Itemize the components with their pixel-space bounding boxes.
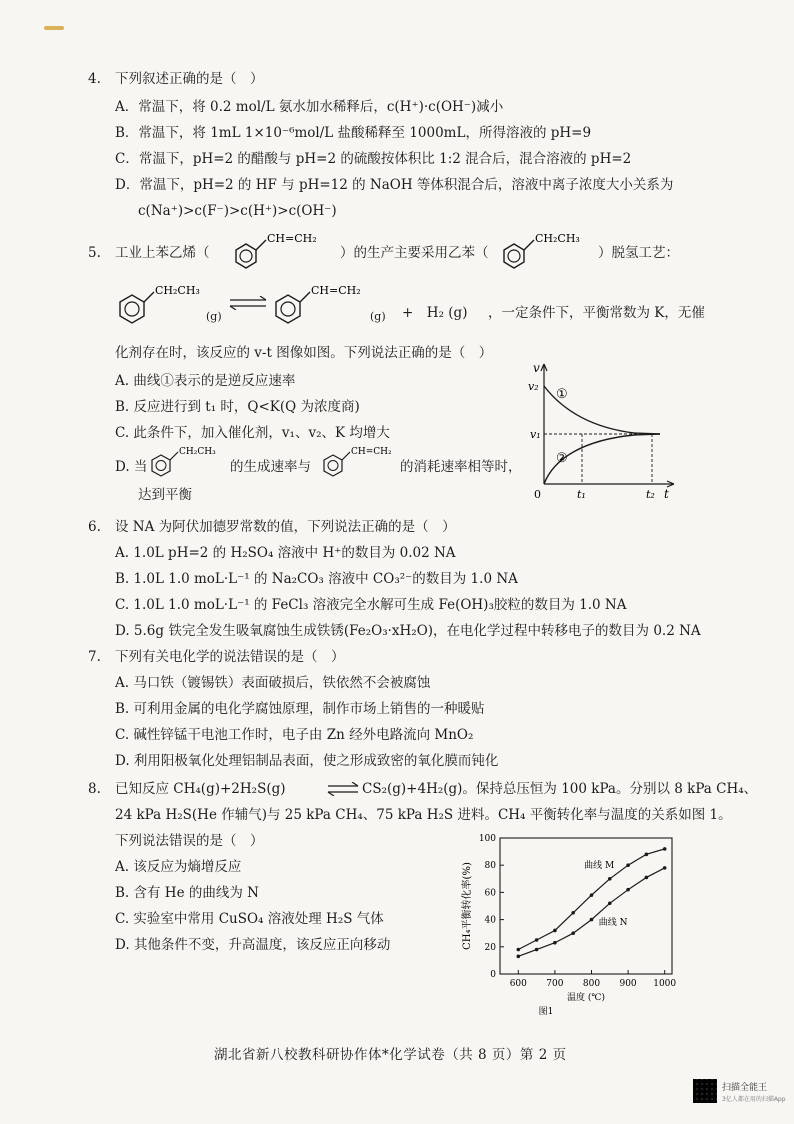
q6-option-d: D. 5.6g 铁完全发生吸氧腐蚀生成铁锈(Fe₂O₃·xH₂O)，在电化学过程中转移电子的数目为 0.2 NA [115, 623, 701, 639]
q4-stem: 下列叙述正确的是（ ） [115, 71, 264, 87]
conversion-chart [456, 828, 686, 1018]
ethylbenzene-substituent: CH₂CH₃ [535, 232, 580, 245]
y-tick-label: 20 [484, 942, 496, 953]
page-footer: 湖北省新八校教科研协作体*化学试卷（共 8 页）第 2 页 [214, 1047, 567, 1063]
q5-stem-line2: 化剂存在时，该反应的 v-t 图像如图。下列说法正确的是（ ） [115, 345, 493, 361]
q7-option-c: C. 碱性锌锰干电池工作时，电子由 Zn 经外电路流向 MnO₂ [115, 727, 474, 743]
q5-number: 5. [88, 245, 101, 261]
series-point [608, 901, 612, 905]
q8-question: 下列说法错误的是（ ） [115, 833, 264, 849]
series-point [663, 847, 667, 851]
y-tick-label: 40 [484, 915, 496, 926]
option-d-styrene [318, 444, 402, 484]
q8-stem-part2: CS₂(g)+4H₂(g)。保持总压恒为 100 kPa。分别以 8 kPa CH₄、 [362, 781, 758, 797]
chart-x-axis-label: 温度 (℃) [567, 993, 605, 1003]
series-point [516, 955, 520, 959]
series-line-1 [518, 868, 664, 956]
series-point [590, 918, 594, 922]
series-point [571, 931, 575, 935]
q5-stem-part1: 工业上苯乙烯（ [115, 245, 210, 261]
q5-stem-part3: ）脱氢工艺： [598, 245, 679, 261]
q5-option-a: A. 曲线①表示的是逆反应速率 [115, 373, 296, 389]
series-point [626, 863, 630, 867]
q8-option-d: D. 其他条件不变，升高温度，该反应正向移动 [115, 937, 391, 953]
q5-option-d-cont: 达到平衡 [138, 487, 192, 503]
series-point [663, 866, 667, 870]
series-label-n: 曲线 N [598, 918, 628, 929]
q4-option-c: C．常温下，pH=2 的醋酸与 pH=2 的硫酸按体积比 1:2 混合后，混合溶液的 pH=2 [115, 151, 632, 167]
graph-y-label: v [533, 361, 540, 375]
curve-2-label: ② [556, 451, 568, 466]
graph-t2-label: t₂ [646, 488, 655, 501]
q5-option-d: D. 当 [115, 459, 148, 475]
q4-option-b: B．常温下，将 1mL 1×10⁻⁶mol/L 盐酸稀释至 1000mL，所得溶液的 pH=9 [115, 125, 592, 141]
q8-stem-part1: 已知反应 CH₄(g)+2H₂S(g) [115, 781, 286, 797]
product-substituent: CH=CH₂ [311, 284, 361, 297]
q7-stem: 下列有关电化学的说法错误的是（ ） [115, 649, 345, 665]
styrene-substituent: CH=CH₂ [267, 232, 317, 245]
scanner-subtitle: 3亿人都在用的扫描App [722, 1096, 786, 1103]
product-state: (g) [370, 310, 386, 323]
q8-option-b: B. 含有 He 的曲线为 N [115, 885, 259, 901]
vt-graph [524, 358, 684, 504]
x-tick-label: 700 [546, 979, 564, 989]
q8-option-a: A. 该反应为熵增反应 [115, 859, 242, 875]
q7-option-a: A. 马口铁（镀锡铁）表面破损后，铁依然不会被腐蚀 [115, 675, 431, 691]
series-point [608, 877, 612, 881]
q7-option-d: D. 利用阳极氧化处理铝制品表面，使之形成致密的氧化膜而钝化 [115, 753, 499, 769]
graph-v2-label: v₂ [528, 380, 539, 393]
series-point [571, 911, 575, 915]
q7-number: 7. [88, 649, 101, 665]
q6-stem: 设 NA 为阿伏加德罗常数的值，下列说法正确的是（ ） [115, 519, 456, 535]
highlight-mark [44, 26, 64, 30]
y-tick-label: 0 [490, 970, 496, 980]
q8-stem-line2: 24 kPa H₂S(He 作辅气)与 25 kPa CH₄、75 kPa H₂S 进料。CH₄ 平衡转化率与温度的关系如图 1。 [115, 807, 732, 823]
scanner-watermark: 扫描全能王 [722, 1083, 768, 1093]
q6-option-b: B. 1.0L 1.0 moL·L⁻¹ 的 Na₂CO₃ 溶液中 CO₃²⁻的数目为 1.0 NA [115, 571, 518, 587]
q8-option-c: C. 实验室中常用 CuSO₄ 溶液处理 H₂S 气体 [115, 911, 384, 927]
y-tick-label: 60 [484, 888, 496, 899]
series-point [553, 941, 557, 945]
x-tick-label: 600 [509, 979, 527, 989]
q8-equilibrium-arrow [326, 782, 360, 796]
q4-option-d-cont: c(Na⁺)>c(F⁻)>c(H⁺)>c(OH⁻) [138, 203, 337, 219]
series-point [516, 948, 520, 952]
hydrogen-product: + H₂ (g) [402, 305, 468, 321]
q4-number: 4. [88, 71, 101, 87]
q5-equation-tail: ，一定条件下，平衡常数为 K，无催 [488, 305, 705, 321]
option-d-ethyl-sub: CH₂CH₃ [179, 447, 216, 457]
series-point [553, 929, 557, 933]
q5-option-c: C. 此条件下，加入催化剂，v₁、v₂、K 均增大 [115, 425, 390, 441]
series-point [645, 853, 649, 857]
graph-origin: 0 [534, 488, 541, 501]
chart-y-axis-label: CH₄平衡转化率(%) [462, 862, 473, 950]
graph-t1-label: t₁ [577, 488, 586, 501]
q4-option-a: A．常温下，将 0.2 mol/L 氨水加水稀释后，c(H⁺)·c(OH⁻)减小 [115, 99, 504, 115]
y-tick-label: 100 [478, 834, 496, 844]
reactant-ethylbenzene [112, 280, 212, 332]
reactant-substituent: CH₂CH₃ [155, 284, 200, 297]
q7-option-b: B. 可利用金属的电化学腐蚀原理，制作市场上销售的一种暖贴 [115, 701, 485, 717]
chart-title: 图1 [538, 1007, 554, 1017]
q6-option-c: C. 1.0L 1.0 moL·L⁻¹ 的 FeCl₃ 溶液完全水解可生成 Fe(OH)₃胶粒的数目为 1.0 NA [115, 597, 627, 613]
qr-code-icon [693, 1079, 717, 1103]
product-styrene [268, 280, 373, 332]
ethylbenzene-structure [490, 222, 600, 274]
series-point [645, 876, 649, 880]
series-point [535, 948, 539, 952]
series-point [535, 938, 539, 942]
x-tick-label: 900 [619, 979, 637, 989]
equilibrium-arrow [228, 296, 268, 310]
styrene-structure [222, 222, 332, 274]
q5-option-d-post: 的消耗速率相等时， [400, 459, 522, 475]
x-tick-label: 1000 [653, 979, 677, 989]
q6-number: 6. [88, 519, 101, 535]
series-point [590, 893, 594, 897]
q5-stem-part2: ）的生产主要采用乙苯（ [340, 245, 489, 261]
q6-option-a: A. 1.0L pH=2 的 H₂SO₄ 溶液中 H⁺的数目为 0.02 NA [115, 545, 456, 561]
x-tick-label: 800 [582, 979, 601, 989]
graph-v1-label: v₁ [530, 428, 541, 441]
y-tick-label: 80 [484, 861, 496, 872]
q5-option-b: B. 反应进行到 t₁ 时，Q<K(Q 为浓度商) [115, 399, 360, 415]
q8-number: 8. [88, 781, 101, 797]
reactant-state: (g) [206, 310, 222, 323]
q4-option-d: D．常温下，pH=2 的 HF 与 pH=12 的 NaOH 等体积混合后，溶液中离子浓度大小关系为 [115, 177, 674, 193]
q5-option-d-mid: 的生成速率与 [230, 459, 311, 475]
option-d-styrene-sub: CH=CH₂ [351, 447, 392, 457]
curve-1-label: ① [556, 387, 568, 402]
option-d-ethylbenzene [146, 444, 230, 484]
series-label-m: 曲线 M [584, 860, 615, 871]
series-point [626, 888, 630, 892]
graph-x-label: t [664, 487, 669, 501]
